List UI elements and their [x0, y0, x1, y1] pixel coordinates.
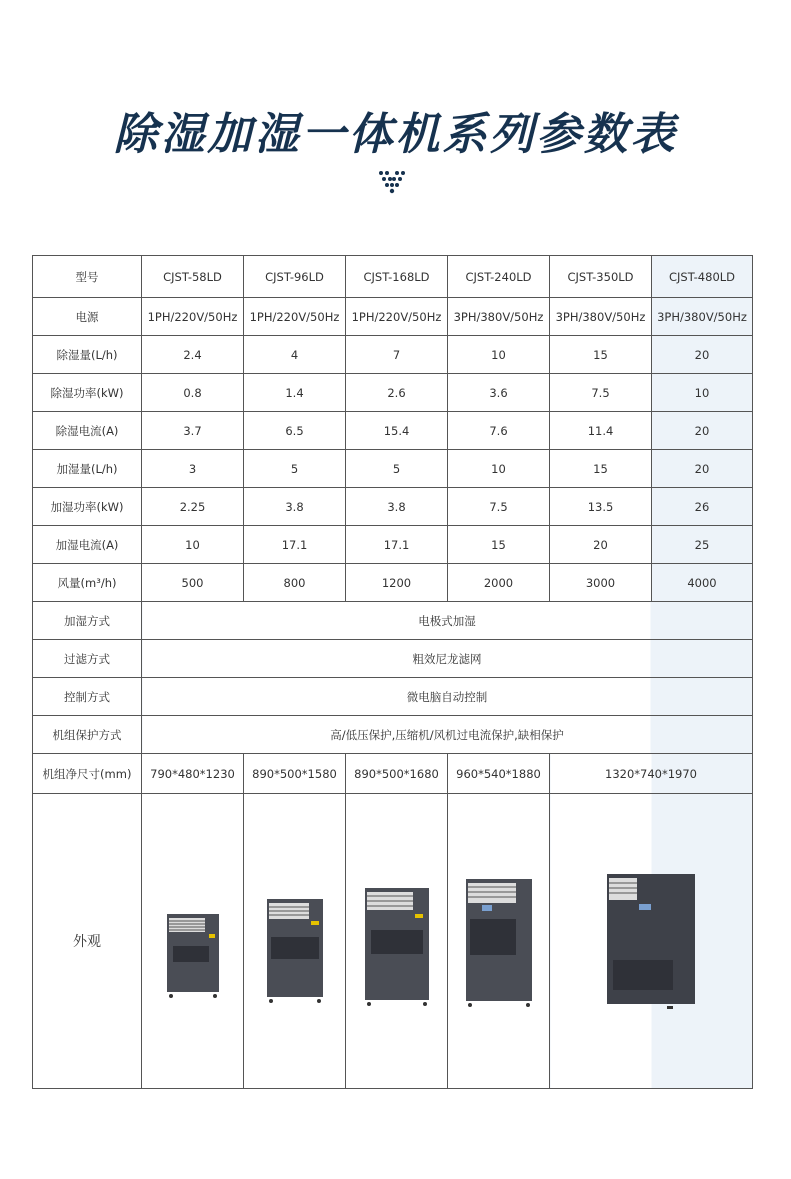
- power-cell: 1PH/220V/50Hz: [346, 298, 448, 336]
- hum-power-cell: 3.8: [346, 488, 448, 526]
- row-label-hum-capacity: 加湿量(L/h): [33, 450, 142, 488]
- table-row: [33, 602, 753, 640]
- dehum-capacity-cell: 20: [652, 336, 753, 374]
- dehum-power-cell: 10: [652, 374, 753, 412]
- hum-current-cell: 20: [550, 526, 652, 564]
- row-label-dehum-current: 除湿电流(A): [33, 412, 142, 450]
- model-cell: CJST-480LD: [652, 256, 753, 298]
- table-row: [33, 716, 753, 754]
- dehum-current-cell: 3.7: [142, 412, 244, 450]
- dimensions-cell: 960*540*1880: [448, 754, 550, 794]
- table-row: [33, 564, 753, 602]
- dimensions-cell: 890*500*1680: [346, 754, 448, 794]
- airflow-cell: 1200: [346, 564, 448, 602]
- table-row: [33, 412, 753, 450]
- hum-capacity-cell: 3: [142, 450, 244, 488]
- dehum-power-cell: 7.5: [550, 374, 652, 412]
- power-cell: 3PH/380V/50Hz: [550, 298, 652, 336]
- model-cell: CJST-240LD: [448, 256, 550, 298]
- airflow-cell: 800: [244, 564, 346, 602]
- table-row: [33, 256, 753, 298]
- dehum-power-cell: 0.8: [142, 374, 244, 412]
- hum-capacity-cell: 5: [244, 450, 346, 488]
- dehum-capacity-cell: 7: [346, 336, 448, 374]
- airflow-cell: 4000: [652, 564, 753, 602]
- row-label-model: 型号: [33, 256, 142, 298]
- dehum-current-cell: 11.4: [550, 412, 652, 450]
- dehumidifier-168ld-image: [361, 884, 433, 1008]
- appearance-cell: [550, 794, 753, 1089]
- table-row: [33, 678, 753, 716]
- hum-capacity-cell: 15: [550, 450, 652, 488]
- row-label-dehum-capacity: 除湿量(L/h): [33, 336, 142, 374]
- hum-power-cell: 2.25: [142, 488, 244, 526]
- power-cell: 3PH/380V/50Hz: [652, 298, 753, 336]
- hum-current-cell: 17.1: [244, 526, 346, 564]
- control-method-cell: 微电脑自动控制: [142, 678, 753, 716]
- airflow-cell: 3000: [550, 564, 652, 602]
- appearance-cell: [346, 794, 448, 1089]
- dehumidifier-350ld-480ld-image: [605, 870, 697, 1010]
- table-row: [33, 640, 753, 678]
- filter-method-cell: 粗效尼龙滤网: [142, 640, 753, 678]
- dehum-capacity-cell: 4: [244, 336, 346, 374]
- dehum-power-cell: 2.6: [346, 374, 448, 412]
- dehum-current-cell: 20: [652, 412, 753, 450]
- row-label-power: 电源: [33, 298, 142, 336]
- row-label-airflow: 风量(m³/h): [33, 564, 142, 602]
- model-cell: CJST-96LD: [244, 256, 346, 298]
- dimensions-cell-shared: 1320*740*1970: [550, 754, 753, 794]
- hum-power-cell: 26: [652, 488, 753, 526]
- hum-capacity-cell: 5: [346, 450, 448, 488]
- dehumidifier-58ld-image: [163, 910, 223, 1000]
- power-cell: 1PH/220V/50Hz: [244, 298, 346, 336]
- model-cell: CJST-58LD: [142, 256, 244, 298]
- row-label-control-method: 控制方式: [33, 678, 142, 716]
- airflow-cell: 2000: [448, 564, 550, 602]
- dehum-power-cell: 1.4: [244, 374, 346, 412]
- hum-power-cell: 3.8: [244, 488, 346, 526]
- protection-cell: 高/低压保护,压缩机/风机过电流保护,缺相保护: [142, 716, 753, 754]
- page-title: 除湿加湿一体机系列参数表: [113, 109, 678, 160]
- appearance-cell: [142, 794, 244, 1089]
- row-label-hum-current: 加湿电流(A): [33, 526, 142, 564]
- dehum-capacity-cell: 10: [448, 336, 550, 374]
- row-label-hum-method: 加湿方式: [33, 602, 142, 640]
- hum-current-cell: 10: [142, 526, 244, 564]
- dehum-capacity-cell: 2.4: [142, 336, 244, 374]
- power-cell: 1PH/220V/50Hz: [142, 298, 244, 336]
- row-label-filter-method: 过滤方式: [33, 640, 142, 678]
- dimensions-cell: 790*480*1230: [142, 754, 244, 794]
- hum-capacity-cell: 20: [652, 450, 753, 488]
- model-cell: CJST-168LD: [346, 256, 448, 298]
- table-row: [33, 754, 753, 794]
- table-row: [33, 488, 753, 526]
- dehum-capacity-cell: 15: [550, 336, 652, 374]
- table-row: [33, 450, 753, 488]
- table-row: [33, 374, 753, 412]
- appearance-cell: [244, 794, 346, 1089]
- row-label-appearance: 外观: [33, 794, 142, 1089]
- model-cell: CJST-350LD: [550, 256, 652, 298]
- row-label-hum-power: 加湿功率(kW): [33, 488, 142, 526]
- hum-method-cell: 电极式加湿: [142, 602, 753, 640]
- airflow-cell: 500: [142, 564, 244, 602]
- power-cell: 3PH/380V/50Hz: [448, 298, 550, 336]
- row-label-dehum-power: 除湿功率(kW): [33, 374, 142, 412]
- table-row: [33, 794, 753, 1089]
- dehum-current-cell: 15.4: [346, 412, 448, 450]
- table-row: [33, 526, 753, 564]
- row-label-dimensions: 机组净尺寸(mm): [33, 754, 142, 794]
- dehumidifier-96ld-image: [263, 895, 327, 1005]
- table-row: [33, 336, 753, 374]
- table-row: [33, 298, 753, 336]
- dehumidifier-240ld-image: [462, 875, 536, 1009]
- hum-power-cell: 7.5: [448, 488, 550, 526]
- hum-current-cell: 15: [448, 526, 550, 564]
- appearance-cell: [448, 794, 550, 1089]
- hum-current-cell: 17.1: [346, 526, 448, 564]
- hum-power-cell: 13.5: [550, 488, 652, 526]
- dehum-current-cell: 6.5: [244, 412, 346, 450]
- row-label-protection: 机组保护方式: [33, 716, 142, 754]
- hum-current-cell: 25: [652, 526, 753, 564]
- hum-capacity-cell: 10: [448, 450, 550, 488]
- brand-logo-icon: [378, 170, 406, 196]
- dimensions-cell: 890*500*1580: [244, 754, 346, 794]
- spec-table: [32, 255, 753, 1089]
- dehum-current-cell: 7.6: [448, 412, 550, 450]
- dehum-power-cell: 3.6: [448, 374, 550, 412]
